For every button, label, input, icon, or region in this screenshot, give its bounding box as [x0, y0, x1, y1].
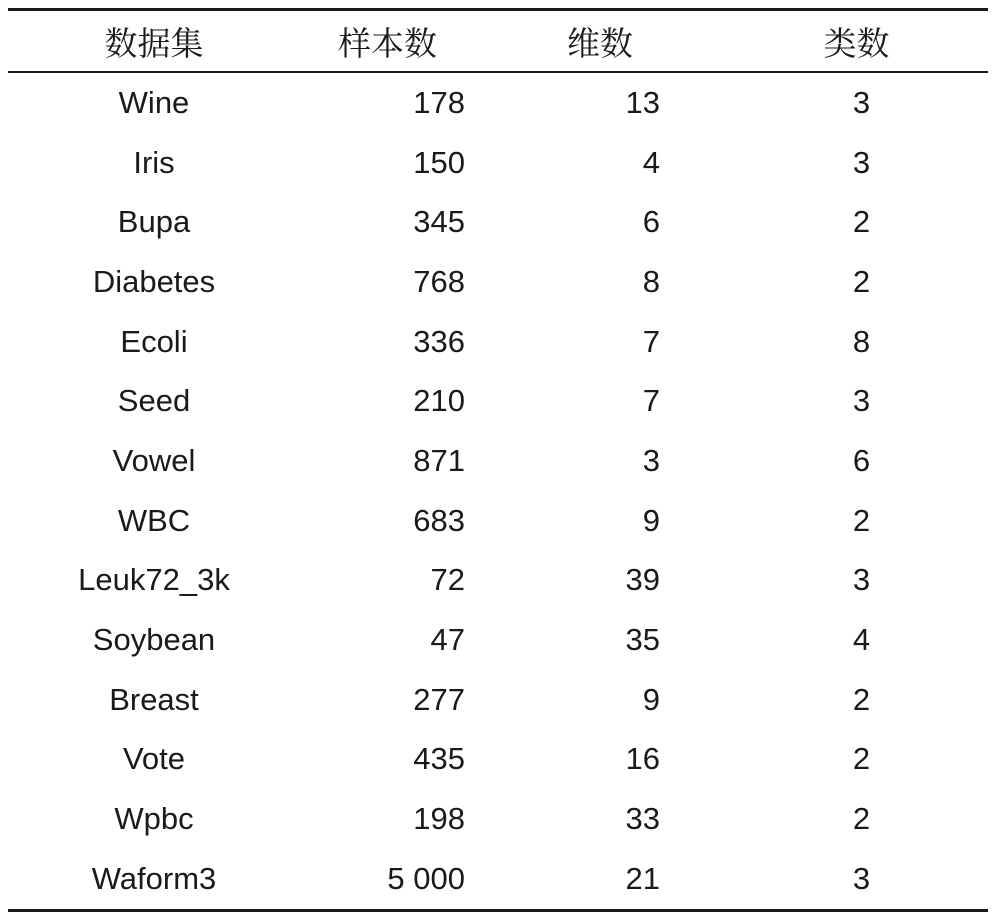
cell-classes: 2	[852, 204, 871, 240]
cell-samples: 345	[413, 204, 465, 240]
cell-samples: 210	[413, 383, 465, 419]
table-body	[8, 72, 988, 910]
dataset-table-container	[8, 8, 988, 912]
cell-samples: 683	[413, 502, 465, 538]
cell-classes: 4	[852, 622, 871, 658]
table-row	[8, 610, 988, 670]
cell-dataset: Seed	[117, 383, 191, 419]
cell-dimensions: 21	[625, 860, 660, 896]
cell-classes: 6	[852, 442, 871, 478]
table-row	[8, 72, 988, 133]
cell-dataset: Diabetes	[92, 263, 216, 299]
cell-dimensions: 7	[642, 323, 660, 359]
table-row	[8, 670, 988, 730]
table-row	[8, 431, 988, 491]
cell-classes: 2	[852, 502, 871, 538]
cell-samples: 72	[430, 562, 465, 598]
table-row	[8, 192, 988, 252]
cell-dataset: Wine	[118, 84, 190, 120]
cell-dimensions: 7	[642, 383, 660, 419]
cell-classes: 8	[852, 323, 871, 359]
cell-samples: 5 000	[387, 860, 465, 896]
cell-dimensions: 9	[642, 502, 660, 538]
cell-classes: 3	[852, 860, 871, 896]
dataset-table	[8, 8, 988, 912]
cell-dataset: Breast	[109, 681, 199, 717]
table-row	[8, 491, 988, 551]
cell-classes: 3	[852, 144, 871, 180]
table-row	[8, 849, 988, 910]
table-row	[8, 252, 988, 312]
cell-samples: 178	[413, 84, 465, 120]
cell-dimensions: 4	[642, 144, 660, 180]
table-row	[8, 312, 988, 372]
cell-dimensions: 35	[625, 622, 660, 658]
cell-samples: 768	[413, 263, 465, 299]
cell-dataset: Leuk72_3k	[78, 562, 230, 598]
cell-dimensions: 33	[625, 801, 660, 837]
cell-samples: 435	[413, 741, 465, 777]
cell-classes: 2	[852, 741, 871, 777]
cell-dataset: Iris	[133, 144, 175, 180]
cell-dimensions: 9	[642, 681, 660, 717]
cell-dimensions: 6	[642, 204, 660, 240]
header-dataset: 数据集	[104, 23, 204, 63]
cell-dataset: Bupa	[117, 204, 191, 240]
cell-dimensions: 16	[625, 741, 660, 777]
table-row	[8, 789, 988, 849]
cell-dimensions: 39	[625, 562, 660, 598]
table-header	[8, 10, 988, 73]
cell-classes: 2	[852, 681, 871, 717]
cell-dataset: Vowel	[112, 442, 196, 478]
cell-samples: 336	[413, 323, 465, 359]
header-dimensions: 维数	[567, 23, 633, 63]
table-row	[8, 730, 988, 790]
cell-dataset: Vote	[122, 741, 186, 777]
table-row	[8, 551, 988, 611]
cell-dataset: Wpbc	[114, 801, 194, 837]
cell-samples: 150	[413, 144, 465, 180]
header-classes: 类数	[823, 23, 890, 63]
cell-samples: 277	[413, 681, 465, 717]
cell-classes: 2	[852, 801, 871, 837]
cell-dataset: Waform3	[91, 860, 217, 896]
header-samples: 样本数	[338, 23, 437, 63]
table-row	[8, 133, 988, 193]
cell-dimensions: 8	[642, 263, 660, 299]
cell-classes: 3	[852, 562, 871, 598]
cell-classes: 3	[852, 383, 871, 419]
header-row	[8, 10, 988, 73]
cell-dataset: WBC	[117, 502, 191, 538]
table-row	[8, 371, 988, 431]
cell-dataset: Ecoli	[120, 323, 188, 359]
cell-dataset: Soybean	[92, 622, 216, 658]
cell-samples: 871	[413, 442, 465, 478]
cell-dimensions: 3	[642, 442, 660, 478]
cell-samples: 198	[413, 801, 465, 837]
cell-classes: 2	[852, 263, 871, 299]
cell-dimensions: 13	[625, 84, 660, 120]
cell-classes: 3	[852, 84, 871, 120]
cell-samples: 47	[430, 622, 465, 658]
